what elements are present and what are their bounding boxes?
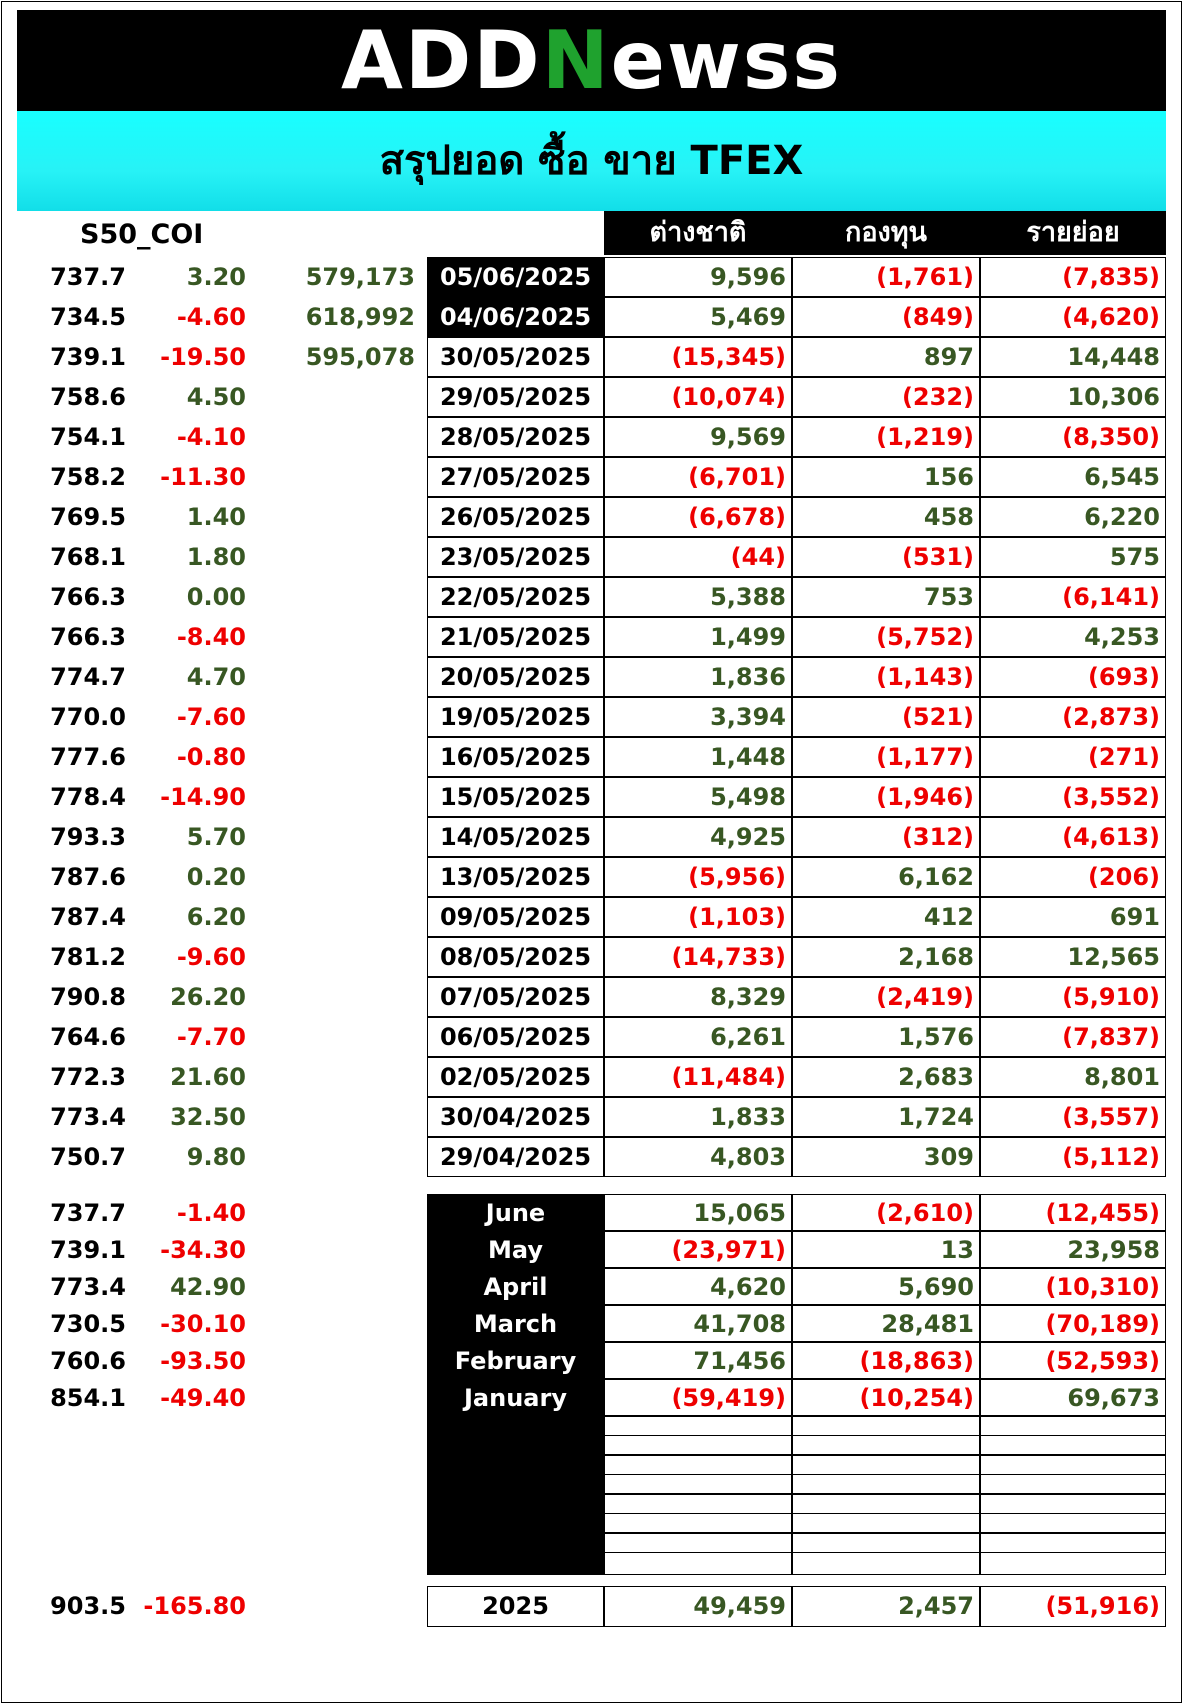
foreign-value: 8,329 — [710, 983, 786, 1011]
s50-change-value: 42.90 — [170, 1273, 246, 1301]
month-label: May — [488, 1236, 543, 1264]
s50-index-value: 758.2 — [50, 463, 126, 491]
foreign-value: (1,103) — [688, 903, 786, 931]
s50-index-value: 774.7 — [50, 663, 126, 691]
fund-value: (312) — [901, 823, 974, 851]
s50-change-value: 5.70 — [186, 823, 246, 851]
coi-value: 579,173 — [305, 263, 415, 291]
empty-row-divider — [604, 1435, 1166, 1437]
fund-value: (10,254) — [859, 1384, 974, 1412]
row-divider — [427, 296, 1166, 298]
fund-value: 2,683 — [898, 1063, 974, 1091]
fund-value: 309 — [923, 1143, 974, 1171]
s50-index-value: 770.0 — [50, 703, 126, 731]
date-cell: 30/05/2025 — [439, 343, 592, 371]
retail-value: 69,673 — [1067, 1384, 1160, 1412]
s50-change-value: -165.80 — [143, 1592, 246, 1620]
date-cell: 27/05/2025 — [439, 463, 592, 491]
s50-index-value: 734.5 — [50, 303, 126, 331]
retail-value: (52,593) — [1045, 1347, 1160, 1375]
row-divider — [427, 1016, 1166, 1018]
date-cell: 16/05/2025 — [439, 743, 592, 771]
s50-change-value: -4.60 — [176, 303, 246, 331]
row-divider — [427, 576, 1166, 578]
fund-value: (18,863) — [859, 1347, 974, 1375]
s50-index-value: 758.6 — [50, 383, 126, 411]
foreign-value: (5,956) — [688, 863, 786, 891]
row-divider — [427, 336, 1166, 338]
s50-change-value: 1.80 — [186, 543, 246, 571]
fund-value: (1,946) — [876, 783, 974, 811]
s50-change-value: -8.40 — [176, 623, 246, 651]
retail-value: (51,916) — [1045, 1592, 1160, 1620]
s50-index-value: 781.2 — [50, 943, 126, 971]
fund-value: 5,690 — [898, 1273, 974, 1301]
s50-index-value: 766.3 — [50, 583, 126, 611]
empty-row-divider — [604, 1493, 1166, 1495]
foreign-value: 4,620 — [710, 1273, 786, 1301]
s50-change-value: -9.60 — [176, 943, 246, 971]
s50-change-value: 1.40 — [186, 503, 246, 531]
retail-value: 8,801 — [1084, 1063, 1160, 1091]
fund-value: (521) — [901, 703, 974, 731]
s50-change-value: -4.10 — [176, 423, 246, 451]
foreign-value: (11,484) — [671, 1063, 786, 1091]
s50-index-value: 778.4 — [50, 783, 126, 811]
foreign-value: 5,469 — [710, 303, 786, 331]
row-divider — [427, 616, 1166, 618]
foreign-value: (15,345) — [671, 343, 786, 371]
date-cell: 22/05/2025 — [439, 583, 592, 611]
s50-index-value: 730.5 — [50, 1310, 126, 1338]
col-header-retail: รายย่อย — [980, 211, 1166, 255]
date-cell: 21/05/2025 — [439, 623, 592, 651]
row-divider — [427, 376, 1166, 378]
month-label: March — [473, 1310, 558, 1338]
fund-value: (1,143) — [876, 663, 974, 691]
foreign-value: 41,708 — [693, 1310, 786, 1338]
fund-value: (1,761) — [876, 263, 974, 291]
foreign-value: (10,074) — [671, 383, 786, 411]
foreign-value: 1,499 — [710, 623, 786, 651]
retail-value: (5,112) — [1062, 1143, 1160, 1171]
retail-value: (70,189) — [1045, 1310, 1160, 1338]
fund-value: (2,419) — [876, 983, 974, 1011]
foreign-value: 3,394 — [710, 703, 786, 731]
foreign-value: (6,701) — [688, 463, 786, 491]
retail-value: (3,557) — [1062, 1103, 1160, 1131]
fund-value: 28,481 — [881, 1310, 974, 1338]
retail-value: 6,545 — [1084, 463, 1160, 491]
retail-value: 691 — [1109, 903, 1160, 931]
s50-index-value: 760.6 — [50, 1347, 126, 1375]
date-cell: 08/05/2025 — [439, 943, 592, 971]
fund-value: 2,457 — [898, 1592, 974, 1620]
retail-value: 575 — [1109, 543, 1160, 571]
s50-index-value: 750.7 — [50, 1143, 126, 1171]
retail-value: 23,958 — [1067, 1236, 1160, 1264]
s50-index-value: 777.6 — [50, 743, 126, 771]
s50-index-value: 903.5 — [50, 1592, 126, 1620]
month-label: April — [483, 1273, 548, 1301]
date-cell: 02/05/2025 — [439, 1063, 592, 1091]
retail-value: 12,565 — [1067, 943, 1160, 971]
date-cell: 09/05/2025 — [439, 903, 592, 931]
fund-value: 753 — [923, 583, 974, 611]
fund-value: 2,168 — [898, 943, 974, 971]
s50-index-value: 768.1 — [50, 543, 126, 571]
retail-value: (8,350) — [1062, 423, 1160, 451]
s50-index-value: 764.6 — [50, 1023, 126, 1051]
foreign-value: (23,971) — [671, 1236, 786, 1264]
foreign-value: 5,498 — [710, 783, 786, 811]
foreign-value: (6,678) — [688, 503, 786, 531]
fund-value: 1,724 — [898, 1103, 974, 1131]
year-label: 2025 — [482, 1592, 549, 1620]
row-divider — [427, 1136, 1166, 1138]
s50-index-value: 773.4 — [50, 1103, 126, 1131]
retail-value: (2,873) — [1062, 703, 1160, 731]
retail-value: (7,835) — [1062, 263, 1160, 291]
s50-change-value: -93.50 — [160, 1347, 246, 1375]
foreign-value: 9,569 — [710, 423, 786, 451]
row-divider — [427, 856, 1166, 858]
s50-change-value: 9.80 — [186, 1143, 246, 1171]
retail-value: (4,620) — [1062, 303, 1160, 331]
date-cell: 05/06/2025 — [439, 263, 592, 291]
s50-index-value: 737.7 — [50, 1199, 126, 1227]
fund-value: 458 — [923, 503, 974, 531]
fund-value: (5,752) — [876, 623, 974, 651]
s50-change-value: -7.70 — [176, 1023, 246, 1051]
empty-row-divider — [604, 1532, 1166, 1534]
row-divider — [604, 1378, 1166, 1380]
foreign-value: 49,459 — [693, 1592, 786, 1620]
retail-value: (6,141) — [1062, 583, 1160, 611]
fund-value: 156 — [923, 463, 974, 491]
s50-index-value: 854.1 — [50, 1384, 126, 1412]
foreign-value: 1,448 — [710, 743, 786, 771]
row-divider — [427, 736, 1166, 738]
row-divider — [427, 1056, 1166, 1058]
date-cell: 29/05/2025 — [439, 383, 592, 411]
s50-change-value: 32.50 — [170, 1103, 246, 1131]
s50-change-value: -14.90 — [160, 783, 246, 811]
row-divider — [427, 656, 1166, 658]
retail-value: (206) — [1087, 863, 1160, 891]
foreign-value: 6,261 — [710, 1023, 786, 1051]
fund-value: 1,576 — [898, 1023, 974, 1051]
row-divider — [604, 1304, 1166, 1306]
title-banner — [17, 111, 1166, 211]
fund-value: 6,162 — [898, 863, 974, 891]
row-divider — [427, 896, 1166, 898]
date-cell: 23/05/2025 — [439, 543, 592, 571]
date-cell: 20/05/2025 — [439, 663, 592, 691]
s50-coi-label: S50_COI — [80, 219, 204, 250]
s50-change-value: 3.20 — [186, 263, 246, 291]
s50-change-value: -1.40 — [176, 1199, 246, 1227]
retail-value: (4,613) — [1062, 823, 1160, 851]
month-label: January — [464, 1384, 567, 1412]
s50-index-value: 787.4 — [50, 903, 126, 931]
s50-change-value: -34.30 — [160, 1236, 246, 1264]
month-label: June — [485, 1199, 546, 1227]
s50-index-value: 772.3 — [50, 1063, 126, 1091]
foreign-value: (59,419) — [671, 1384, 786, 1412]
retail-value: (7,837) — [1062, 1023, 1160, 1051]
s50-change-value: -7.60 — [176, 703, 246, 731]
retail-value: 10,306 — [1067, 383, 1160, 411]
empty-row-divider — [604, 1552, 1166, 1554]
foreign-value: 9,596 — [710, 263, 786, 291]
retail-value: 6,220 — [1084, 503, 1160, 531]
col-header-fund: กองทุน — [792, 211, 980, 255]
foreign-value: 1,836 — [710, 663, 786, 691]
fund-value: (1,177) — [876, 743, 974, 771]
s50-change-value: 21.60 — [170, 1063, 246, 1091]
empty-row-divider — [604, 1513, 1166, 1515]
addnewss-logo: ADDNewss — [340, 14, 843, 107]
retail-value: 4,253 — [1084, 623, 1160, 651]
s50-index-value: 737.7 — [50, 263, 126, 291]
empty-row-divider — [604, 1454, 1166, 1456]
s50-index-value: 739.1 — [50, 1236, 126, 1264]
foreign-value: (14,733) — [671, 943, 786, 971]
row-divider — [427, 496, 1166, 498]
date-cell: 30/04/2025 — [439, 1103, 592, 1131]
fund-value: (849) — [901, 303, 974, 331]
fund-value: (1,219) — [876, 423, 974, 451]
s50-index-value: 790.8 — [50, 983, 126, 1011]
fund-value: 412 — [923, 903, 974, 931]
date-cell: 28/05/2025 — [439, 423, 592, 451]
retail-value: (5,910) — [1062, 983, 1160, 1011]
empty-row-divider — [604, 1474, 1166, 1476]
s50-change-value: 0.00 — [186, 583, 246, 611]
row-divider — [427, 1096, 1166, 1098]
date-cell: 07/05/2025 — [439, 983, 592, 1011]
s50-change-value: 0.20 — [186, 863, 246, 891]
row-divider — [427, 936, 1166, 938]
fund-value: 897 — [923, 343, 974, 371]
date-cell: 15/05/2025 — [439, 783, 592, 811]
retail-value: (12,455) — [1045, 1199, 1160, 1227]
row-divider — [427, 696, 1166, 698]
row-divider — [604, 1341, 1166, 1343]
empty-row-divider — [604, 1415, 1166, 1417]
coi-value: 595,078 — [305, 343, 415, 371]
retail-value: (10,310) — [1045, 1273, 1160, 1301]
s50-index-value: 769.5 — [50, 503, 126, 531]
foreign-value: 4,803 — [710, 1143, 786, 1171]
s50-index-value: 754.1 — [50, 423, 126, 451]
row-divider — [427, 536, 1166, 538]
date-cell: 29/04/2025 — [439, 1143, 592, 1171]
foreign-value: 15,065 — [693, 1199, 786, 1227]
s50-change-value: -0.80 — [176, 743, 246, 771]
foreign-value: 4,925 — [710, 823, 786, 851]
s50-change-value: -49.40 — [160, 1384, 246, 1412]
date-cell: 26/05/2025 — [439, 503, 592, 531]
logo-banner — [17, 10, 1166, 111]
page-title: สรุปยอด ซื้อ ขาย TFEX — [379, 138, 804, 184]
fund-value: (531) — [901, 543, 974, 571]
s50-change-value: -19.50 — [160, 343, 246, 371]
s50-change-value: 26.20 — [170, 983, 246, 1011]
row-divider — [427, 456, 1166, 458]
s50-index-value: 787.6 — [50, 863, 126, 891]
row-divider — [427, 976, 1166, 978]
foreign-value: 71,456 — [693, 1347, 786, 1375]
foreign-value: 1,833 — [710, 1103, 786, 1131]
coi-value: 618,992 — [305, 303, 415, 331]
retail-value: 14,448 — [1067, 343, 1160, 371]
date-cell: 19/05/2025 — [439, 703, 592, 731]
fund-value: (232) — [901, 383, 974, 411]
foreign-value: 5,388 — [710, 583, 786, 611]
date-cell: 14/05/2025 — [439, 823, 592, 851]
s50-change-value: 6.20 — [186, 903, 246, 931]
month-label: February — [454, 1347, 577, 1375]
date-cell: 04/06/2025 — [439, 303, 592, 331]
s50-index-value: 739.1 — [50, 343, 126, 371]
date-cell: 13/05/2025 — [439, 863, 592, 891]
fund-value: (2,610) — [876, 1199, 974, 1227]
row-divider — [604, 1267, 1166, 1269]
row-divider — [427, 816, 1166, 818]
col-header-foreign: ต่างชาติ — [604, 211, 792, 255]
s50-index-value: 793.3 — [50, 823, 126, 851]
foreign-value: (44) — [730, 543, 786, 571]
s50-change-value: 4.70 — [186, 663, 246, 691]
retail-value: (271) — [1087, 743, 1160, 771]
row-divider — [427, 416, 1166, 418]
date-cell: 06/05/2025 — [439, 1023, 592, 1051]
s50-index-value: 766.3 — [50, 623, 126, 651]
fund-value: 13 — [940, 1236, 974, 1264]
row-divider — [604, 1230, 1166, 1232]
retail-value: (693) — [1087, 663, 1160, 691]
retail-value: (3,552) — [1062, 783, 1160, 811]
s50-change-value: -30.10 — [160, 1310, 246, 1338]
s50-change-value: 4.50 — [186, 383, 246, 411]
row-divider — [427, 776, 1166, 778]
s50-change-value: -11.30 — [160, 463, 246, 491]
s50-index-value: 773.4 — [50, 1273, 126, 1301]
